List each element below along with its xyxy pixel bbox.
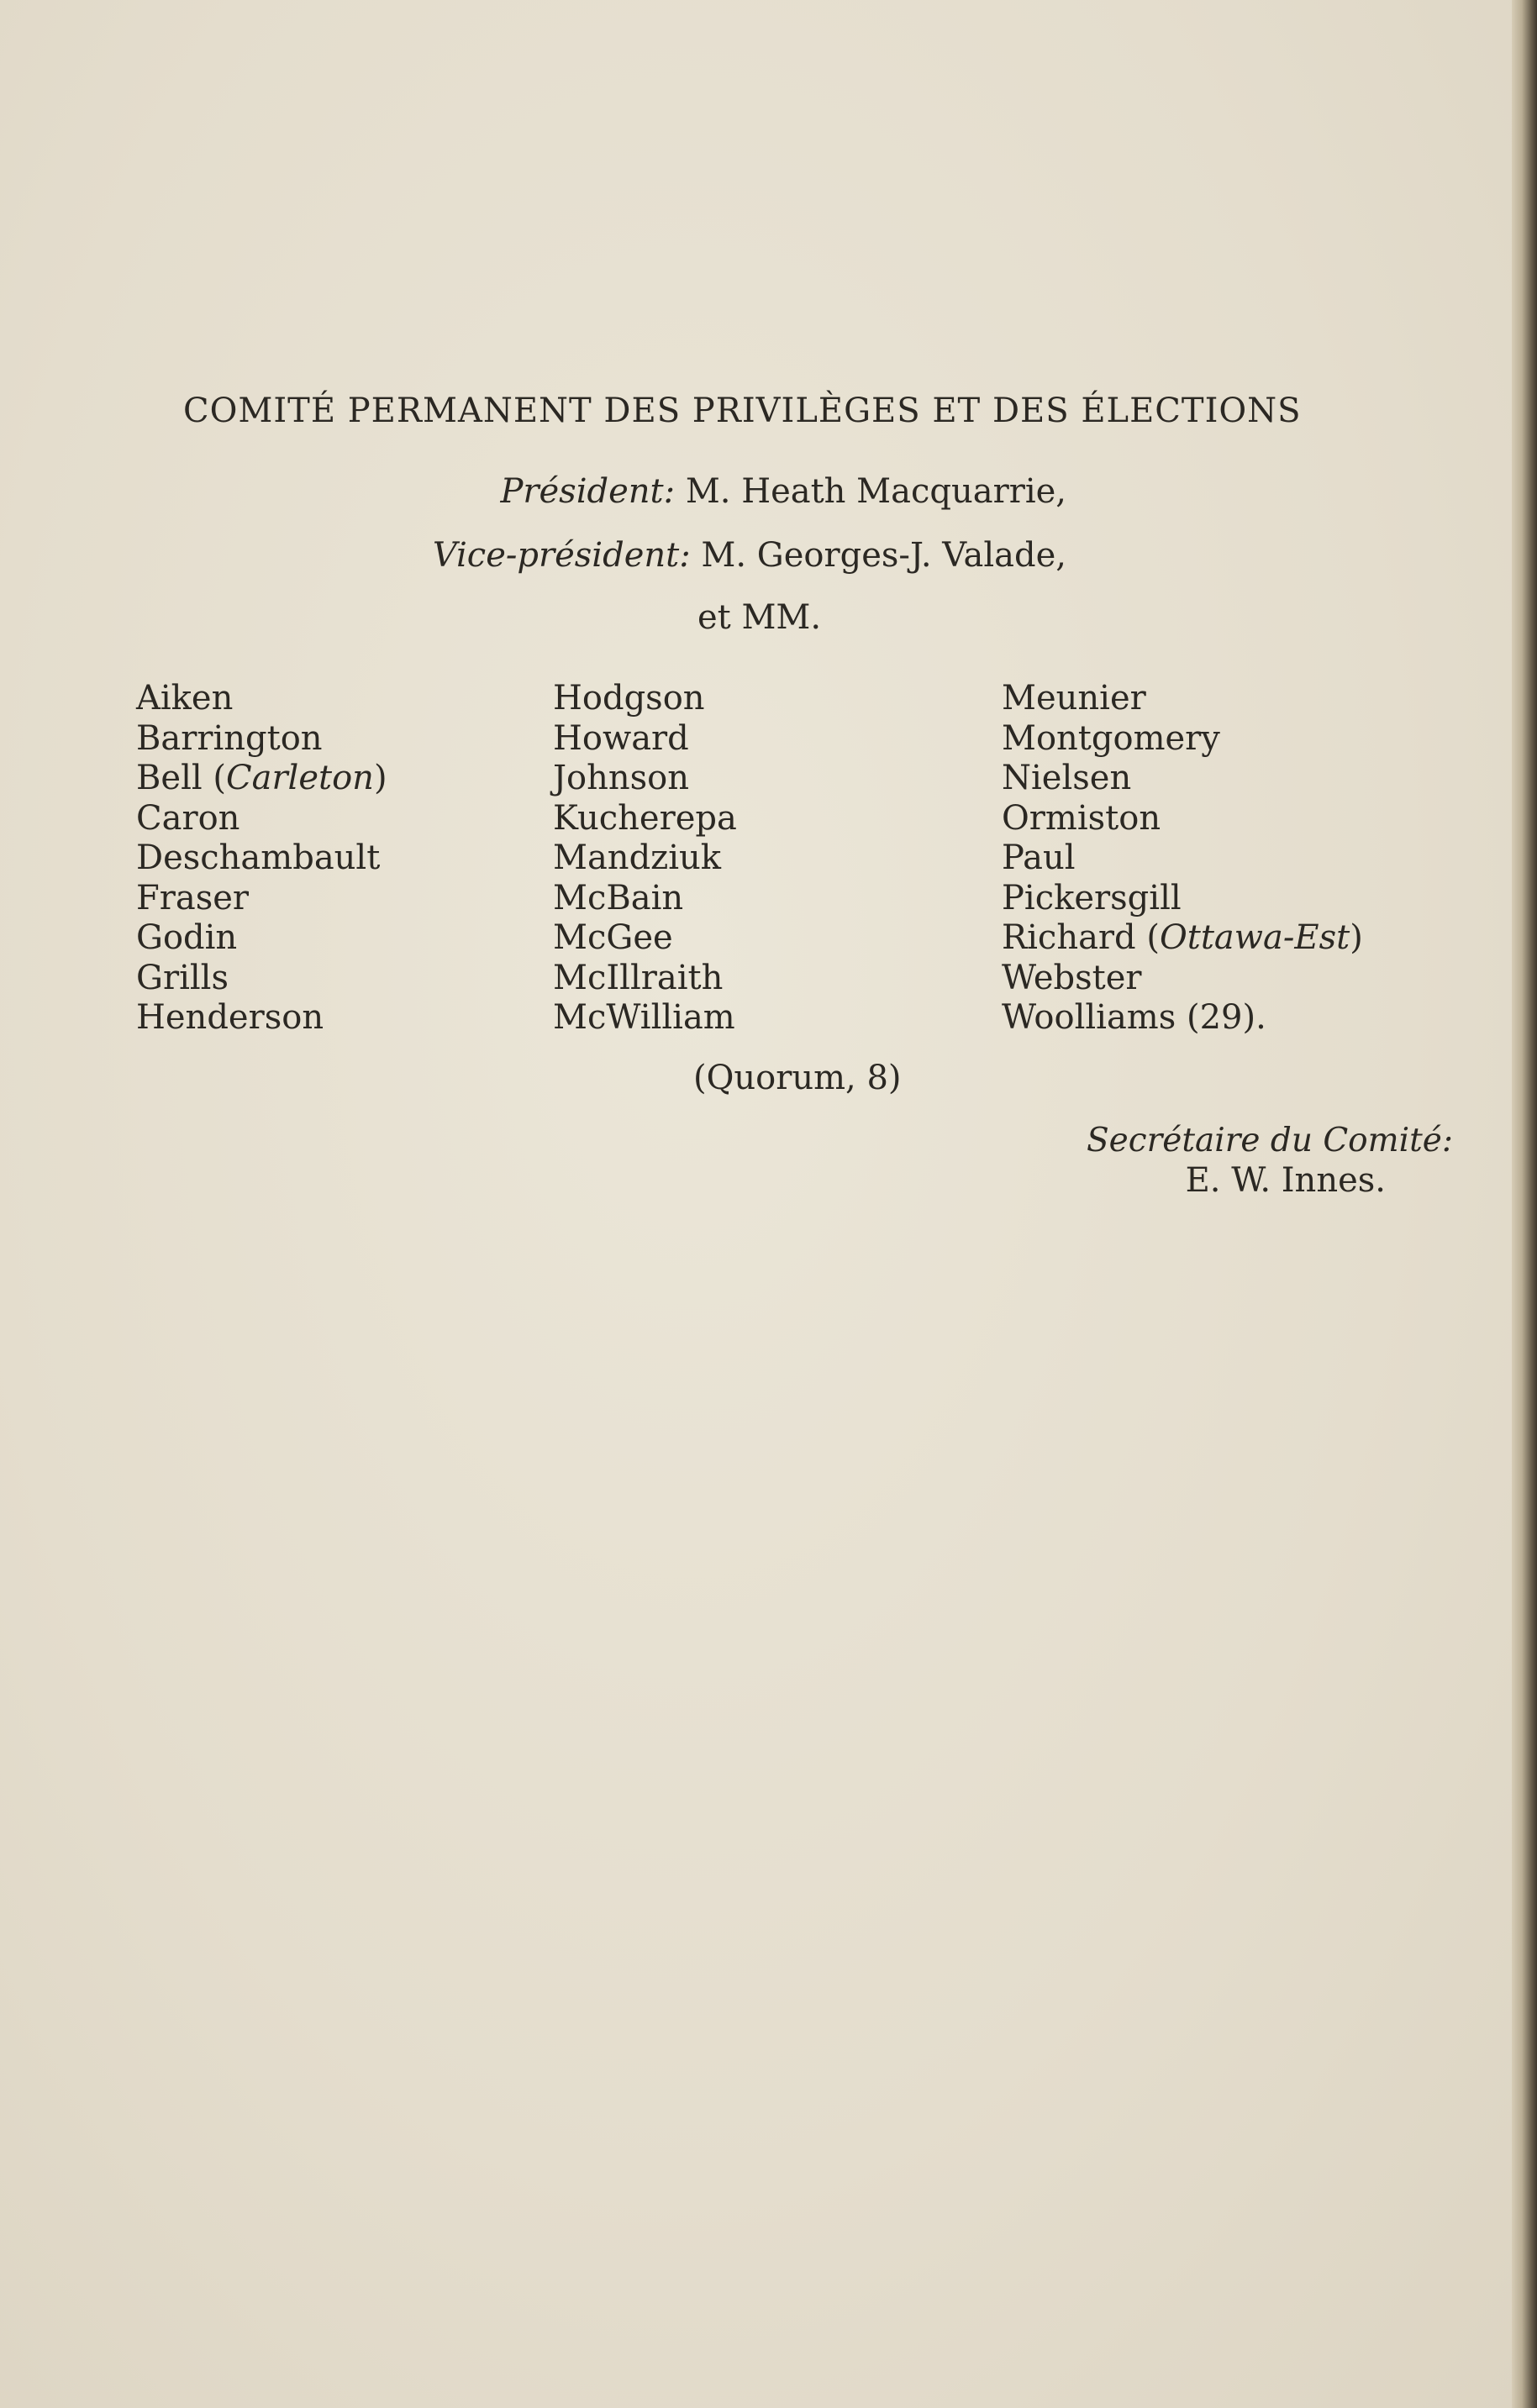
members-intro: et MM. <box>697 598 822 637</box>
member-name: Caron <box>136 798 240 838</box>
members-column-3 <box>1002 679 1363 1038</box>
member-name: Bell (Carleton) <box>136 759 387 797</box>
member-name: Kucherepa <box>553 798 737 838</box>
member-name: McWilliam <box>553 998 735 1037</box>
member-name: Howard <box>553 718 689 758</box>
member-riding: (Ottawa-Est) <box>1146 918 1363 957</box>
member-name: Paul <box>1002 839 1076 877</box>
member-name: Johnson <box>553 759 690 797</box>
member-name: McIllraith <box>553 958 724 997</box>
member-name: McBain <box>553 878 684 917</box>
member-name: Barrington <box>136 718 323 758</box>
member-name: Meunier <box>1002 679 1146 718</box>
member-name: Woolliams (29). <box>1002 998 1266 1037</box>
quorum-note: (Quorum, 8) <box>693 1059 902 1097</box>
member-name: Godin <box>136 918 238 957</box>
president-line <box>500 472 1066 511</box>
member-name: Pickersgill <box>1002 878 1182 917</box>
member-name: Fraser <box>136 878 250 917</box>
member-name: Ormiston <box>1002 798 1161 838</box>
vice-president-name: M. Georges-J. Valade, <box>701 536 1066 575</box>
vice-president-role: Vice-président: <box>432 536 691 575</box>
secretary-name: E. W. Innes. <box>1185 1161 1386 1200</box>
members-column-1 <box>136 679 387 1038</box>
vice-president-line <box>433 536 1066 575</box>
page-binding-edge <box>1512 0 1537 2408</box>
president-name: M. Heath Macquarrie, <box>685 472 1066 511</box>
members-column-2 <box>553 679 737 1038</box>
committee-heading: COMITÉ PERMANENT DES PRIVILÈGES ET DES ÉLECTIONS <box>183 392 1302 430</box>
member-name: Richard (Ottawa-Est) <box>1002 918 1363 957</box>
president-role: Président: <box>500 472 676 511</box>
member-name: Montgomery <box>1002 718 1220 758</box>
member-name: McGee <box>553 918 673 957</box>
member-name: Nielsen <box>1002 759 1132 797</box>
member-riding: (Carleton) <box>213 759 387 797</box>
member-name: Hodgson <box>553 679 705 718</box>
member-name: Mandziuk <box>553 839 722 877</box>
member-name: Deschambault <box>136 839 381 877</box>
secretary-title: Secrétaire du Comité: <box>1086 1122 1453 1159</box>
member-name: Henderson <box>136 998 324 1037</box>
member-name: Webster <box>1002 958 1142 997</box>
member-name: Grills <box>136 958 229 997</box>
member-name: Aiken <box>136 679 234 718</box>
